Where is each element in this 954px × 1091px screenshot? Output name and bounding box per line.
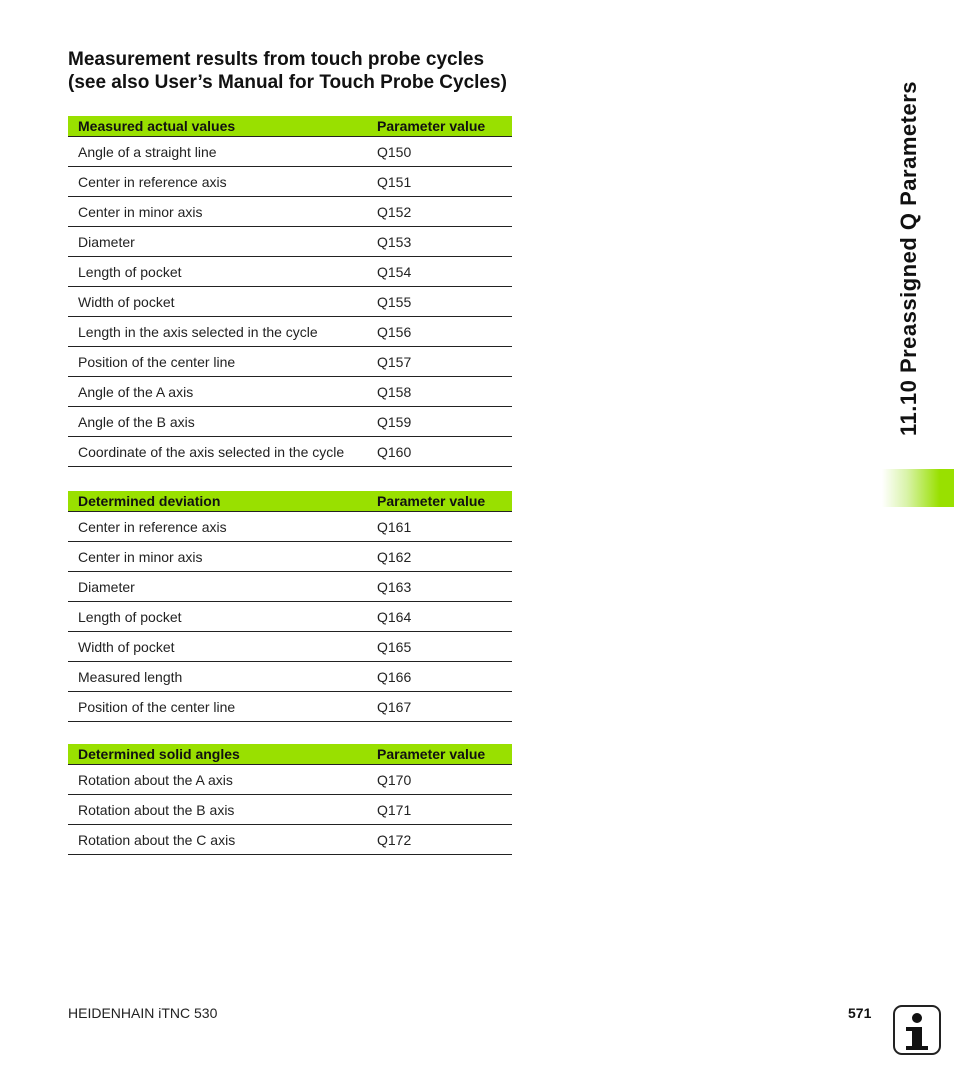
column-header-parameter: Parameter value bbox=[367, 491, 512, 512]
column-header-description: Determined deviation bbox=[68, 491, 367, 512]
column-header-description: Measured actual values bbox=[68, 116, 367, 137]
row-description: Rotation about the A axis bbox=[68, 765, 367, 795]
table-row bbox=[68, 227, 512, 257]
table-row bbox=[68, 347, 512, 377]
row-description: Center in minor axis bbox=[68, 542, 367, 572]
row-parameter: Q159 bbox=[367, 407, 512, 437]
chapter-tab-edge bbox=[940, 469, 954, 507]
row-parameter: Q172 bbox=[367, 825, 512, 855]
row-parameter: Q157 bbox=[367, 347, 512, 377]
footer-product-name: HEIDENHAIN iTNC 530 bbox=[68, 1005, 218, 1021]
row-parameter: Q160 bbox=[367, 437, 512, 467]
row-description: Angle of the B axis bbox=[68, 407, 367, 437]
column-header-parameter: Parameter value bbox=[367, 744, 512, 765]
row-parameter: Q165 bbox=[367, 632, 512, 662]
table-row bbox=[68, 197, 512, 227]
row-parameter: Q150 bbox=[367, 137, 512, 167]
row-parameter: Q152 bbox=[367, 197, 512, 227]
row-parameter: Q155 bbox=[367, 287, 512, 317]
row-description: Diameter bbox=[68, 572, 367, 602]
row-description: Width of pocket bbox=[68, 287, 367, 317]
measured-actual-values-table bbox=[68, 116, 512, 467]
row-parameter: Q161 bbox=[367, 512, 512, 542]
row-parameter: Q163 bbox=[367, 572, 512, 602]
table-row bbox=[68, 765, 512, 795]
row-description: Coordinate of the axis selected in the cycle bbox=[68, 437, 367, 467]
row-description: Rotation about the C axis bbox=[68, 825, 367, 855]
table-row bbox=[68, 512, 512, 542]
heading-line-2: (see also User’s Manual for Touch Probe Cycles) bbox=[68, 72, 507, 93]
row-parameter: Q171 bbox=[367, 795, 512, 825]
column-header-parameter: Parameter value bbox=[367, 116, 512, 137]
heading-line-1: Measurement results from touch probe cycles bbox=[68, 49, 485, 70]
row-description: Angle of a straight line bbox=[68, 137, 367, 167]
table-header-row bbox=[68, 744, 512, 765]
page-number: 571 bbox=[848, 1005, 872, 1021]
row-parameter: Q162 bbox=[367, 542, 512, 572]
row-parameter: Q151 bbox=[367, 167, 512, 197]
row-description: Diameter bbox=[68, 227, 367, 257]
row-description: Position of the center line bbox=[68, 347, 367, 377]
table-row bbox=[68, 137, 512, 167]
row-description: Width of pocket bbox=[68, 632, 367, 662]
row-parameter: Q158 bbox=[367, 377, 512, 407]
row-parameter: Q156 bbox=[367, 317, 512, 347]
table-row bbox=[68, 167, 512, 197]
row-parameter: Q166 bbox=[367, 662, 512, 692]
info-icon-dot bbox=[912, 1013, 922, 1023]
table-row bbox=[68, 825, 512, 855]
section-heading bbox=[68, 48, 538, 94]
row-description: Center in reference axis bbox=[68, 167, 367, 197]
table-row bbox=[68, 437, 512, 467]
table-row bbox=[68, 542, 512, 572]
table-row bbox=[68, 795, 512, 825]
table-row bbox=[68, 662, 512, 692]
table-row bbox=[68, 257, 512, 287]
row-description: Rotation about the B axis bbox=[68, 795, 367, 825]
row-description: Position of the center line bbox=[68, 692, 367, 722]
determined-deviation-table bbox=[68, 491, 512, 722]
table-row bbox=[68, 287, 512, 317]
chapter-side-title: 11.10 Preassigned Q Parameters bbox=[896, 81, 921, 436]
table-row bbox=[68, 407, 512, 437]
info-icon-serif-bottom bbox=[906, 1046, 928, 1050]
determined-solid-angles-table bbox=[68, 744, 512, 855]
row-description: Measured length bbox=[68, 662, 367, 692]
row-description: Length of pocket bbox=[68, 257, 367, 287]
row-description: Angle of the A axis bbox=[68, 377, 367, 407]
table-header-row bbox=[68, 116, 512, 137]
table-row bbox=[68, 602, 512, 632]
row-description: Center in reference axis bbox=[68, 512, 367, 542]
table-row bbox=[68, 632, 512, 662]
table-row bbox=[68, 692, 512, 722]
table-row bbox=[68, 572, 512, 602]
row-parameter: Q164 bbox=[367, 602, 512, 632]
table-row bbox=[68, 317, 512, 347]
table-header-row bbox=[68, 491, 512, 512]
row-description: Length in the axis selected in the cycle bbox=[68, 317, 367, 347]
row-parameter: Q167 bbox=[367, 692, 512, 722]
row-parameter: Q154 bbox=[367, 257, 512, 287]
row-parameter: Q170 bbox=[367, 765, 512, 795]
table-row bbox=[68, 377, 512, 407]
row-description: Length of pocket bbox=[68, 602, 367, 632]
row-parameter: Q153 bbox=[367, 227, 512, 257]
row-description: Center in minor axis bbox=[68, 197, 367, 227]
info-icon bbox=[893, 1005, 941, 1055]
column-header-description: Determined solid angles bbox=[68, 744, 367, 765]
